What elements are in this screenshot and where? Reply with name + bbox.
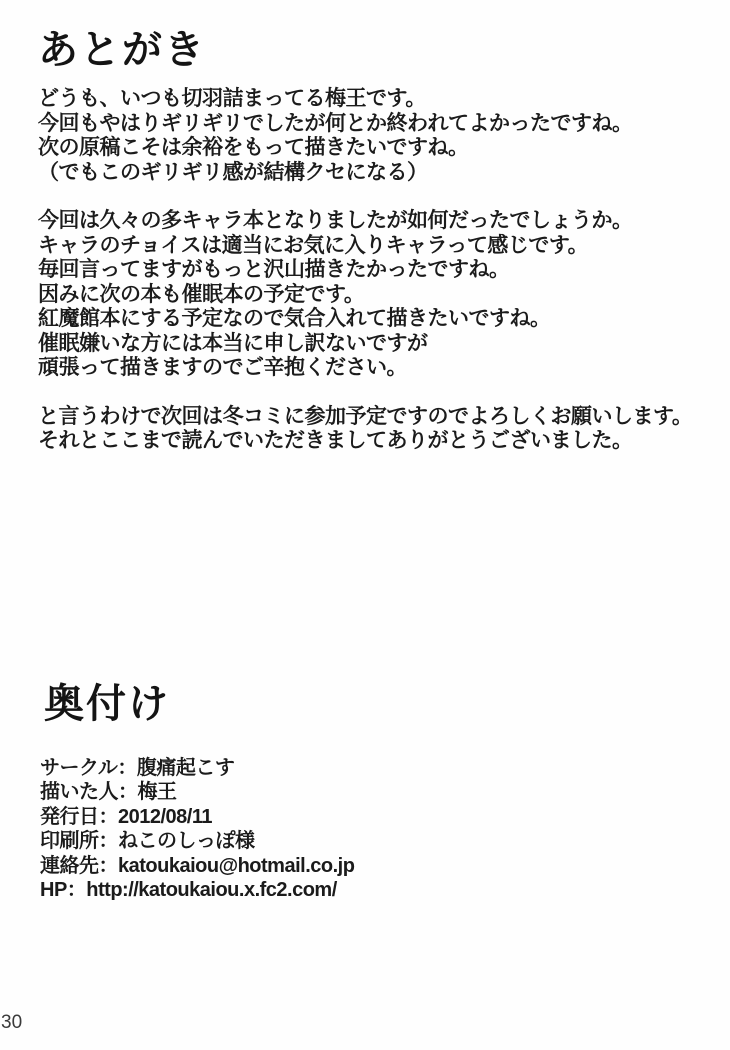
colophon-homepage-line: HP：http://katoukaiou.x.fc2.com/ [40, 879, 337, 902]
text-line: どうも、いつも切羽詰まってる梅王です。 [38, 87, 426, 110]
text-line: それとここまで読んでいただきましてありがとうございました。 [38, 429, 633, 452]
text-line: 紅魔館本にする予定なので気合入れて描きたいですね。 [38, 307, 551, 330]
text-line: 因みに次の本も催眠本の予定です。 [38, 282, 365, 306]
text-line: 今回は久々の多キャラ本となりましたが如何だったでしょうか。 [38, 209, 633, 232]
colophon-body [40, 756, 354, 902]
text-line: 今回もやはりギリギリでしたが何とか終われてよかったですね。 [38, 111, 633, 135]
afterword-paragraph-3 [38, 405, 708, 454]
colophon-title: 奥付け [44, 682, 170, 726]
text-line: 催眠嫌いな方には本当に申し訳ないですが [38, 331, 428, 355]
text-line: 頑張って描きますのでご辛抱ください。 [38, 356, 407, 379]
text-line: と言うわけで次回は冬コミに参加予定ですのでよろしくお願いします。 [38, 404, 693, 428]
afterword-paragraph-1 [38, 87, 708, 185]
afterword-title: あとがき [38, 28, 206, 72]
colophon-printer-line: 印刷所：ねこのしっぽ様 [40, 830, 255, 853]
colophon-contact-line: 連絡先：katoukaiou@hotmail.co.jp [40, 854, 355, 877]
text-line: 毎回言ってますがもっと沢山描きたかったですね。 [38, 258, 510, 281]
colophon-date-line: 発行日：2012/08/11 [40, 805, 212, 828]
text-line: （でもこのギリギリ感が結構クセになる） [38, 160, 428, 184]
afterword-paragraph-2 [38, 209, 708, 381]
text-line: キャラのチョイスは適当にお気に入りキャラって感じです。 [38, 233, 589, 257]
afterword-body [38, 87, 708, 478]
page-number-label: 30 [1, 1012, 23, 1033]
colophon-artist-line: 描いた人：梅王 [40, 781, 177, 804]
colophon-circle-line: サークル：腹痛起こす [40, 757, 235, 779]
text-line: 次の原稿こそは余裕をもって描きたいですね。 [38, 136, 469, 159]
